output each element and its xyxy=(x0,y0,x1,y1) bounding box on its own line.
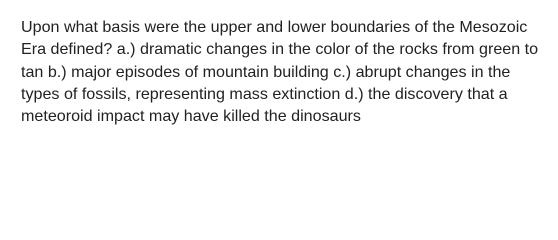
question-text: Upon what basis were the upper and lower boundaries of the Mesozoic Era defined? a.) dramatic changes in the color of the rocks from green to tan b.) major episodes of mountain building c.) abrupt changes in the types of fossils, representing mass extinction d.) the discovery that a meteoroid impact may have killed the dinosaurs xyxy=(21,18,539,126)
